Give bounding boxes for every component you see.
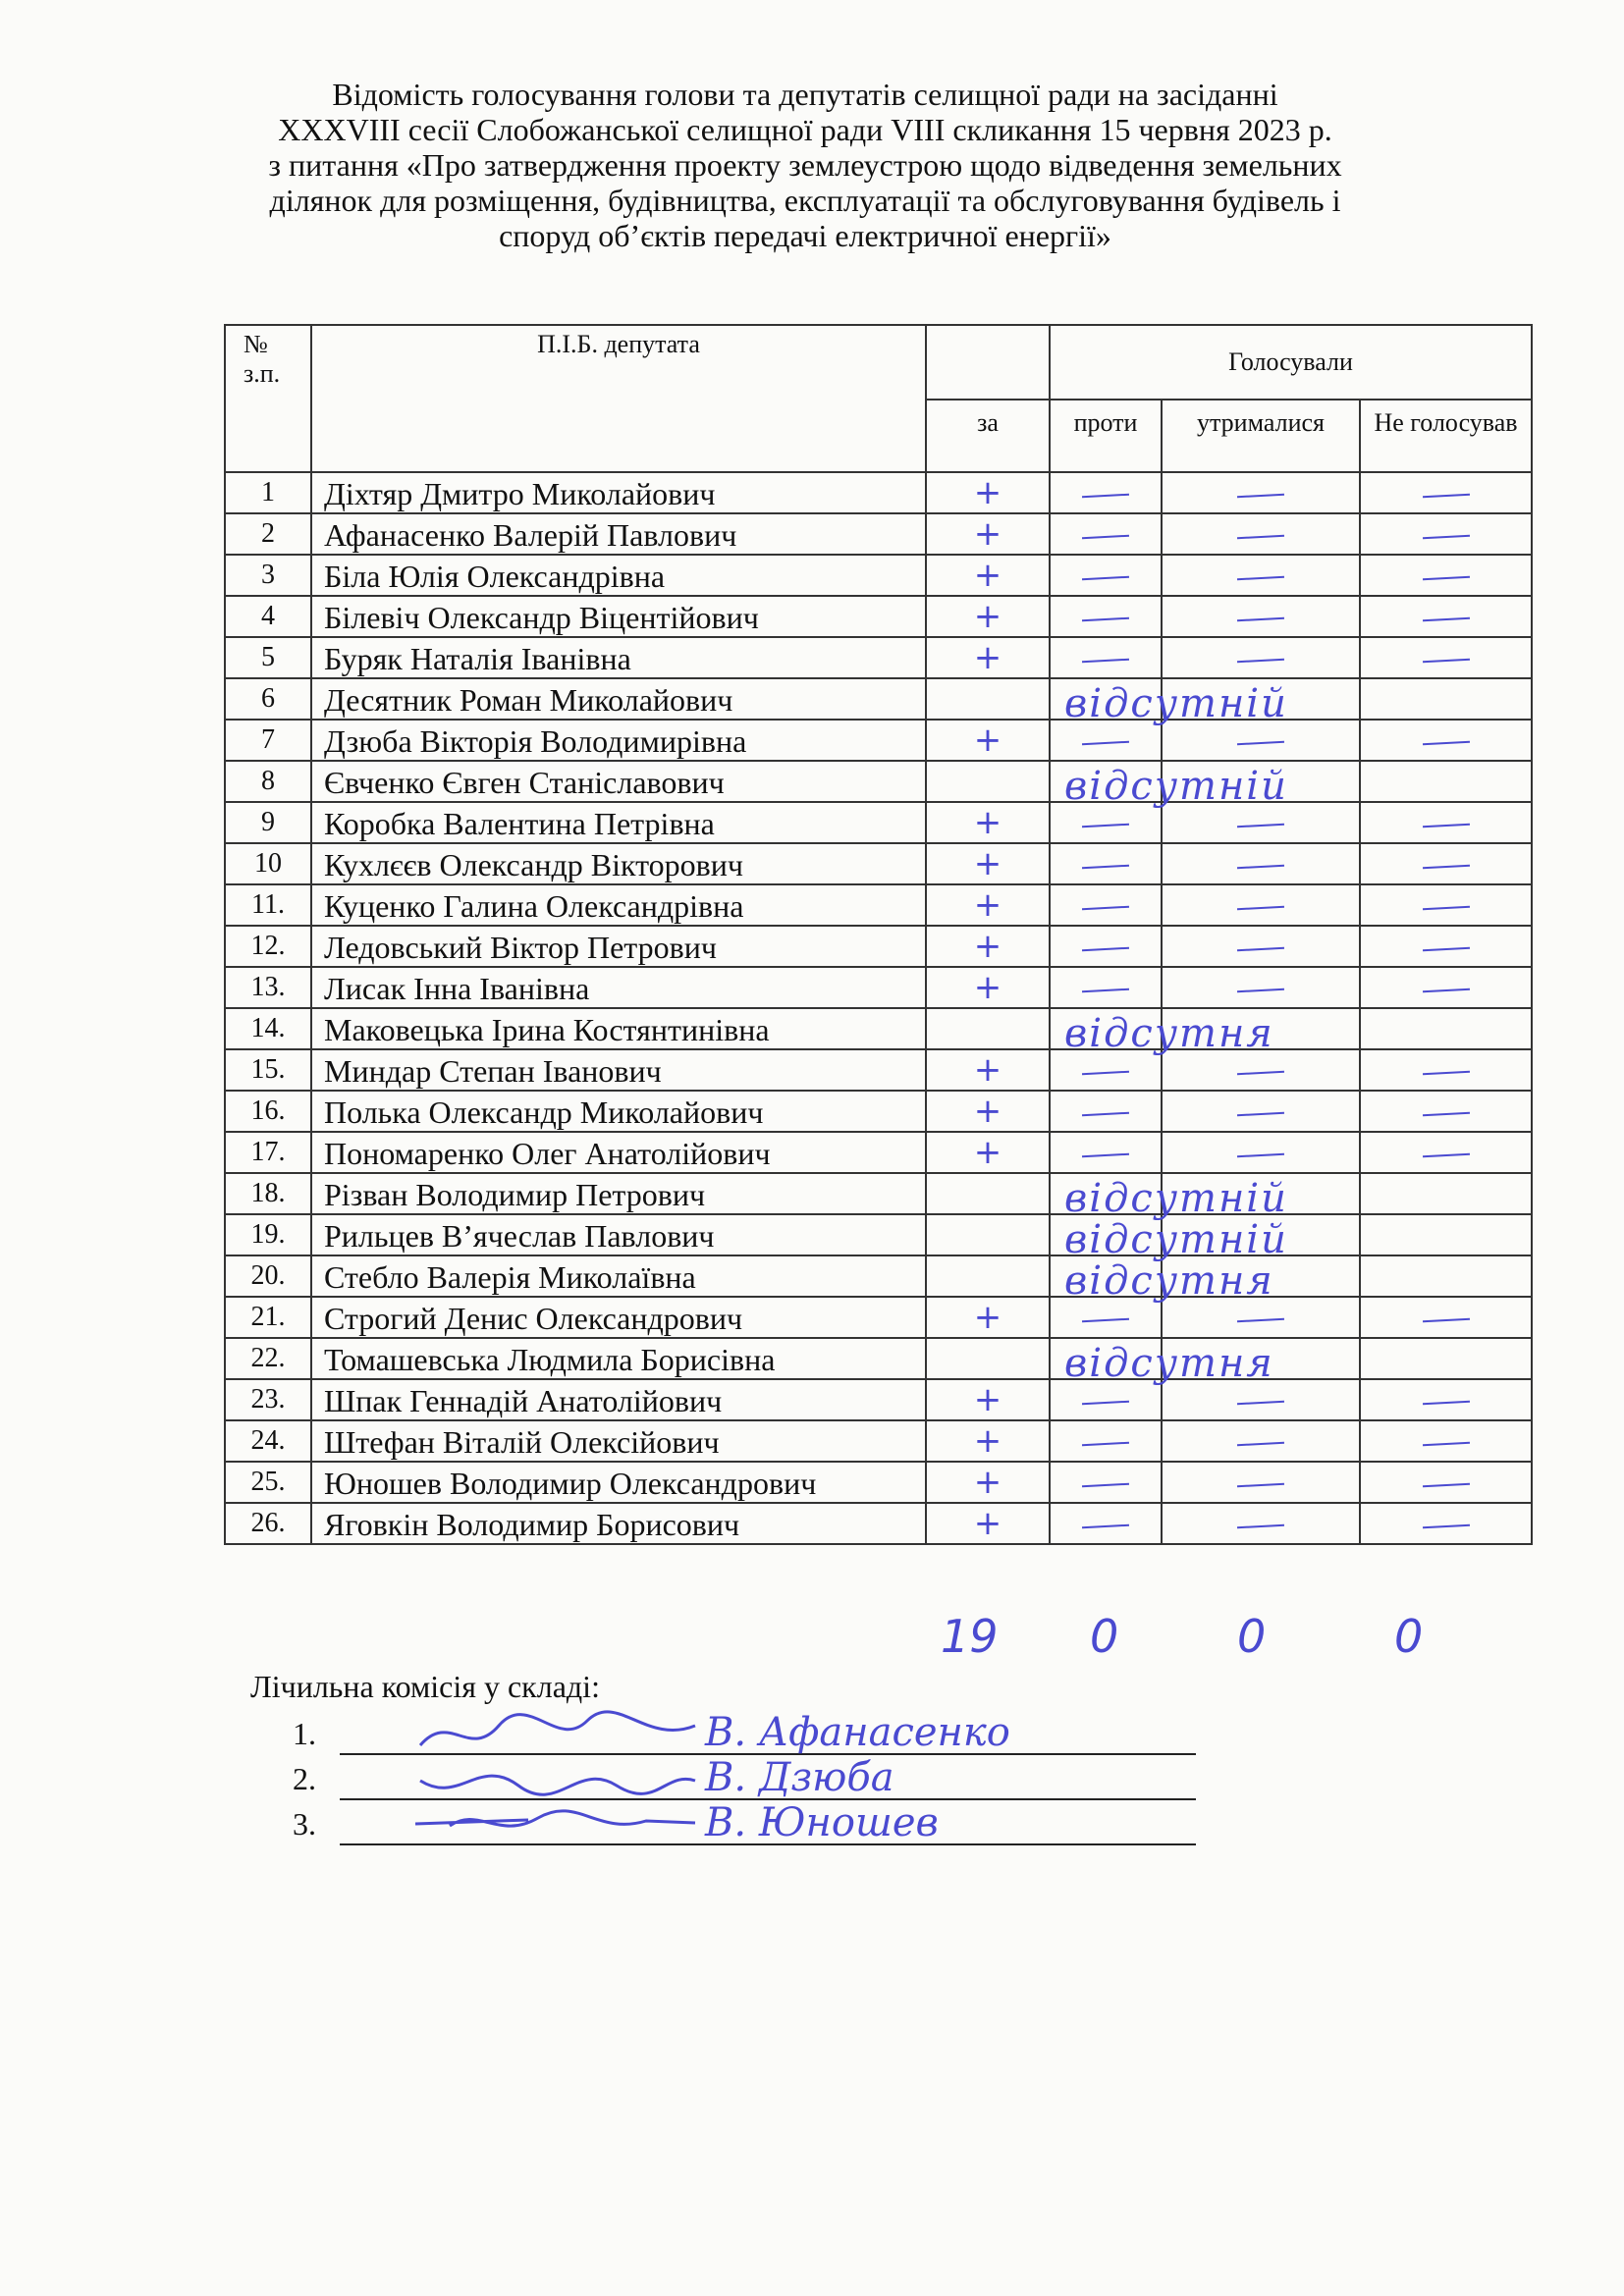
vote-for-cell	[926, 1379, 1050, 1420]
vote-abstain-cell	[1162, 1214, 1360, 1255]
vote-for-cell	[926, 884, 1050, 926]
vote-abstain-cell	[1162, 1091, 1360, 1132]
deputy-name: Юношев Володимир Олександрович	[311, 1462, 926, 1503]
title-line: ділянок для розміщення, будівництва, експлуатації та обслуговування будівель і	[269, 183, 1341, 218]
table-row	[225, 1091, 1532, 1132]
deputy-name: Коробка Валентина Петрівна	[311, 802, 926, 843]
vote-for-cell	[926, 637, 1050, 678]
absent-note: відсутня	[1064, 1258, 1274, 1304]
vote-abstain-cell	[1162, 802, 1360, 843]
vote-for-cell	[926, 1049, 1050, 1091]
absent-note: відсутній	[1064, 1217, 1288, 1262]
vote-against-cell	[1050, 1255, 1162, 1297]
dash-mark	[1422, 865, 1469, 870]
vote-against-cell	[1050, 1091, 1162, 1132]
dash-mark	[1237, 988, 1284, 993]
dash-mark	[1422, 1071, 1469, 1076]
dash-mark	[1237, 1524, 1284, 1529]
dash-mark	[1422, 906, 1469, 911]
vote-for-cell	[926, 720, 1050, 761]
dash-mark	[1237, 1442, 1284, 1447]
dash-mark	[1082, 576, 1129, 581]
vote-mark: +	[973, 1421, 1002, 1461]
member-number: 3.	[293, 1806, 316, 1842]
dash-mark	[1237, 1071, 1284, 1076]
vote-novote-cell	[1360, 1173, 1532, 1214]
row-number: 17.	[225, 1132, 311, 1173]
vote-novote-cell	[1360, 1420, 1532, 1462]
dash-mark	[1237, 947, 1284, 952]
vote-abstain-cell	[1162, 596, 1360, 637]
vote-against-cell	[1050, 1008, 1162, 1049]
dash-mark	[1237, 576, 1284, 581]
vote-mark: +	[973, 721, 1002, 760]
table-row	[225, 1420, 1532, 1462]
dash-mark	[1082, 988, 1129, 993]
vote-abstain-cell	[1162, 1255, 1360, 1297]
vote-abstain-cell	[1162, 637, 1360, 678]
dash-mark	[1422, 535, 1469, 540]
vote-against-cell	[1050, 1173, 1162, 1214]
vote-abstain-cell	[1162, 1379, 1360, 1420]
dash-mark	[1422, 617, 1469, 622]
deputy-name: Афанасенко Валерій Павлович	[311, 513, 926, 555]
deputy-name: Куценко Галина Олександрівна	[311, 884, 926, 926]
dash-mark	[1237, 535, 1284, 540]
deputy-name: Шпак Геннадій Анатолійович	[311, 1379, 926, 1420]
deputy-name: Різван Володимир Петрович	[311, 1173, 926, 1214]
row-number: 1	[225, 472, 311, 513]
vote-novote-cell	[1360, 1379, 1532, 1420]
vote-novote-cell	[1360, 926, 1532, 967]
vote-against-cell	[1050, 1049, 1162, 1091]
dash-mark	[1237, 1112, 1284, 1117]
vote-against-cell	[1050, 1214, 1162, 1255]
vote-mark: +	[973, 885, 1002, 925]
vote-novote-cell	[1360, 720, 1532, 761]
vote-abstain-cell	[1162, 1049, 1360, 1091]
vote-for-cell	[926, 1420, 1050, 1462]
vote-against-cell	[1050, 884, 1162, 926]
vote-abstain-cell	[1162, 555, 1360, 596]
vote-novote-cell	[1360, 802, 1532, 843]
vote-for-cell	[926, 1297, 1050, 1338]
deputy-name: Штефан Віталій Олексійович	[311, 1420, 926, 1462]
row-number: 20.	[225, 1255, 311, 1297]
vote-against-cell	[1050, 720, 1162, 761]
dash-mark	[1237, 1483, 1284, 1488]
table-row	[225, 678, 1532, 720]
dash-mark	[1422, 1153, 1469, 1158]
vote-novote-cell	[1360, 1049, 1532, 1091]
table-row	[225, 1297, 1532, 1338]
vote-novote-cell	[1360, 1214, 1532, 1255]
vote-against-cell	[1050, 596, 1162, 637]
deputy-name: Євченко Євген Станіславович	[311, 761, 926, 802]
signature-scribble	[410, 1796, 705, 1855]
vote-mark: +	[973, 1504, 1002, 1543]
dash-mark	[1237, 1153, 1284, 1158]
dash-mark	[1422, 1524, 1469, 1529]
row-number: 22.	[225, 1338, 311, 1379]
row-number: 12.	[225, 926, 311, 967]
voting-table	[224, 324, 1533, 1545]
vote-abstain-cell	[1162, 926, 1360, 967]
table-row	[225, 1008, 1532, 1049]
dash-mark	[1082, 1153, 1129, 1158]
vote-mark: +	[973, 556, 1002, 595]
vote-for-cell	[926, 802, 1050, 843]
vote-against-cell	[1050, 1462, 1162, 1503]
vote-for-cell	[926, 555, 1050, 596]
vote-for-cell	[926, 926, 1050, 967]
row-number: 14.	[225, 1008, 311, 1049]
row-number: 25.	[225, 1462, 311, 1503]
total-abstain: 0	[1237, 1610, 1267, 1663]
vote-mark: +	[973, 514, 1002, 554]
dash-mark	[1082, 1112, 1129, 1117]
header-name: П.І.Б. депутата	[311, 325, 926, 472]
dash-mark	[1082, 865, 1129, 870]
table-row	[225, 1173, 1532, 1214]
dash-mark	[1422, 988, 1469, 993]
row-number: 5	[225, 637, 311, 678]
row-number: 6	[225, 678, 311, 720]
dash-mark	[1082, 1401, 1129, 1406]
row-number: 3	[225, 555, 311, 596]
title-line: Відомість голосування голови та депутатів селищної ради на засіданні	[332, 77, 1278, 112]
header-abstain: утрималися	[1162, 400, 1360, 472]
vote-for-cell	[926, 472, 1050, 513]
vote-novote-cell	[1360, 555, 1532, 596]
vote-mark: +	[973, 1092, 1002, 1131]
row-number: 15.	[225, 1049, 311, 1091]
table-row	[225, 1049, 1532, 1091]
row-number: 26.	[225, 1503, 311, 1544]
vote-against-cell	[1050, 1132, 1162, 1173]
row-number: 19.	[225, 1214, 311, 1255]
table-row	[225, 513, 1532, 555]
header-against: проти	[1050, 400, 1162, 472]
deputy-name: Ледовський Віктор Петрович	[311, 926, 926, 967]
deputy-name: Діхтяр Дмитро Миколайович	[311, 472, 926, 513]
vote-mark: +	[973, 1463, 1002, 1502]
vote-mark: +	[973, 1298, 1002, 1337]
title-line: XXXVIII сесії Слобожанської селищної ради VIII скликання 15 червня 2023 р.	[278, 112, 1332, 147]
vote-abstain-cell	[1162, 1462, 1360, 1503]
dash-mark	[1422, 576, 1469, 581]
total-against: 0	[1090, 1610, 1119, 1663]
vote-for-cell	[926, 843, 1050, 884]
vote-novote-cell	[1360, 596, 1532, 637]
header-voted: Голосували	[1050, 325, 1532, 400]
table-row	[225, 1379, 1532, 1420]
vote-for-cell	[926, 596, 1050, 637]
deputy-name: Яговкін Володимир Борисович	[311, 1503, 926, 1544]
absent-note: відсутній	[1064, 681, 1288, 726]
table-row	[225, 1255, 1532, 1297]
vote-novote-cell	[1360, 1132, 1532, 1173]
vote-for-cell	[926, 1338, 1274, 1386]
vote-abstain-cell	[1162, 1297, 1360, 1338]
vote-abstain-cell	[1162, 1132, 1360, 1173]
dash-mark	[1082, 1442, 1129, 1447]
commission-member	[293, 1800, 1196, 1847]
vote-abstain-cell	[1162, 1420, 1360, 1462]
vote-against-cell	[1050, 802, 1162, 843]
table-row	[225, 843, 1532, 884]
vote-for-cell	[926, 761, 1288, 809]
table-row	[225, 1338, 1532, 1379]
vote-against-cell	[1050, 1338, 1162, 1379]
dash-mark	[1237, 1318, 1284, 1323]
dash-mark	[1237, 494, 1284, 499]
vote-for-cell	[926, 1132, 1050, 1173]
table-row	[225, 802, 1532, 843]
dash-mark	[1082, 824, 1129, 828]
table-row	[225, 555, 1532, 596]
dash-mark	[1237, 1401, 1284, 1406]
vote-abstain-cell	[1162, 513, 1360, 555]
table-row	[225, 967, 1532, 1008]
vote-against-cell	[1050, 472, 1162, 513]
vote-novote-cell	[1360, 967, 1532, 1008]
absent-note: відсутній	[1064, 764, 1288, 809]
vote-novote-cell	[1360, 637, 1532, 678]
vote-novote-cell	[1360, 1462, 1532, 1503]
vote-against-cell	[1050, 1379, 1162, 1420]
vote-against-cell	[1050, 555, 1162, 596]
dash-mark	[1082, 1318, 1129, 1323]
vote-against-cell	[1050, 926, 1162, 967]
deputy-name: Лисак Інна Іванівна	[311, 967, 926, 1008]
total-novote: 0	[1394, 1610, 1424, 1663]
vote-mark: +	[973, 597, 1002, 636]
vote-for-cell	[926, 1173, 1288, 1221]
vote-against-cell	[1050, 513, 1162, 555]
dash-mark	[1082, 535, 1129, 540]
dash-mark	[1237, 865, 1284, 870]
row-number: 21.	[225, 1297, 311, 1338]
vote-abstain-cell	[1162, 1008, 1360, 1049]
row-number: 18.	[225, 1173, 311, 1214]
row-number: 24.	[225, 1420, 311, 1462]
deputy-name: Стебло Валерія Миколаївна	[311, 1255, 926, 1297]
header-empty	[926, 325, 1050, 400]
dash-mark	[1422, 1112, 1469, 1117]
vote-against-cell	[1050, 761, 1162, 802]
deputy-name: Полька Олександр Миколайович	[311, 1091, 926, 1132]
row-number: 2	[225, 513, 311, 555]
row-number: 8	[225, 761, 311, 802]
vote-mark: +	[973, 927, 1002, 966]
deputy-name: Біла Юлія Олександрівна	[311, 555, 926, 596]
dash-mark	[1237, 906, 1284, 911]
vote-against-cell	[1050, 843, 1162, 884]
vote-novote-cell	[1360, 1338, 1532, 1379]
absent-note: відсутній	[1064, 1176, 1288, 1221]
deputy-name: Маковецька Ірина Костянтинівна	[311, 1008, 926, 1049]
vote-novote-cell	[1360, 1091, 1532, 1132]
vote-novote-cell	[1360, 472, 1532, 513]
dash-mark	[1082, 1071, 1129, 1076]
row-number: 16.	[225, 1091, 311, 1132]
vote-novote-cell	[1360, 1297, 1532, 1338]
dash-mark	[1082, 1524, 1129, 1529]
deputy-name: Буряк Наталія Іванівна	[311, 637, 926, 678]
table-row	[225, 1132, 1532, 1173]
header-for: за	[926, 400, 1050, 472]
vote-novote-cell	[1360, 513, 1532, 555]
vote-abstain-cell	[1162, 884, 1360, 926]
dash-mark	[1082, 659, 1129, 664]
vote-abstain-cell	[1162, 1338, 1360, 1379]
row-number: 13.	[225, 967, 311, 1008]
member-number: 2.	[293, 1761, 316, 1796]
header-novote: Не голосував	[1360, 400, 1532, 472]
vote-novote-cell	[1360, 884, 1532, 926]
dash-mark	[1422, 1483, 1469, 1488]
vote-mark: +	[973, 1133, 1002, 1172]
dash-mark	[1422, 824, 1469, 828]
dash-mark	[1422, 741, 1469, 746]
dash-mark	[1422, 947, 1469, 952]
vote-novote-cell	[1360, 761, 1532, 802]
vote-abstain-cell	[1162, 1503, 1360, 1544]
vote-abstain-cell	[1162, 761, 1360, 802]
vote-for-cell	[926, 967, 1050, 1008]
table-row	[225, 720, 1532, 761]
deputy-name: Рильцев В’ячеслав Павлович	[311, 1214, 926, 1255]
total-for: 19	[941, 1610, 999, 1663]
table-row	[225, 1503, 1532, 1544]
dash-mark	[1422, 1442, 1469, 1447]
dash-mark	[1422, 659, 1469, 664]
deputy-name: Пономаренко Олег Анатолійович	[311, 1132, 926, 1173]
dash-mark	[1422, 1318, 1469, 1323]
dash-mark	[1422, 1401, 1469, 1406]
dash-mark	[1082, 947, 1129, 952]
table-row	[225, 472, 1532, 513]
dash-mark	[1422, 494, 1469, 499]
deputy-name: Десятник Роман Миколайович	[311, 678, 926, 720]
deputy-name: Томашевська Людмила Борисівна	[311, 1338, 926, 1379]
vote-against-cell	[1050, 1503, 1162, 1544]
title-line: з питання «Про затвердження проекту землеустрою щодо відведення земельних	[268, 147, 1342, 183]
table-row	[225, 761, 1532, 802]
absent-note: відсутня	[1064, 1341, 1274, 1386]
member-name: В. Юношев	[705, 1800, 939, 1845]
vote-mark: +	[973, 1380, 1002, 1419]
vote-abstain-cell	[1162, 720, 1360, 761]
vote-novote-cell	[1360, 1008, 1532, 1049]
table-row	[225, 637, 1532, 678]
dash-mark	[1237, 617, 1284, 622]
vote-mark: +	[973, 803, 1002, 842]
deputy-name: Кухлєєв Олександр Вікторович	[311, 843, 926, 884]
vote-abstain-cell	[1162, 1173, 1360, 1214]
vote-for-cell	[926, 1008, 1274, 1056]
dash-mark	[1082, 906, 1129, 911]
table-row	[225, 1214, 1532, 1255]
row-number: 10	[225, 843, 311, 884]
vote-abstain-cell	[1162, 678, 1360, 720]
vote-for-cell	[926, 1091, 1050, 1132]
row-number: 11.	[225, 884, 311, 926]
vote-against-cell	[1050, 637, 1162, 678]
deputy-name: Миндар Степан Іванович	[311, 1049, 926, 1091]
vote-mark: +	[973, 473, 1002, 512]
vote-abstain-cell	[1162, 472, 1360, 513]
vote-mark: +	[973, 638, 1002, 677]
document-title	[196, 77, 1414, 253]
vote-novote-cell	[1360, 1503, 1532, 1544]
dash-mark	[1082, 741, 1129, 746]
dash-mark	[1237, 824, 1284, 828]
vote-against-cell	[1050, 678, 1162, 720]
vote-for-cell	[926, 1503, 1050, 1544]
vote-against-cell	[1050, 967, 1162, 1008]
dash-mark	[1082, 494, 1129, 499]
dash-mark	[1237, 741, 1284, 746]
title-line: споруд об’єктів передачі електричної енергії»	[499, 218, 1111, 253]
vote-mark: +	[973, 968, 1002, 1007]
commission-label: Лічильна комісія у складі:	[250, 1669, 600, 1704]
absent-note: відсутня	[1064, 1011, 1274, 1056]
vote-for-cell	[926, 1462, 1050, 1503]
member-number: 1.	[293, 1716, 316, 1751]
deputy-name: Білевіч Олександр Віцентійович	[311, 596, 926, 637]
table-row	[225, 596, 1532, 637]
row-number: 9	[225, 802, 311, 843]
vote-mark: +	[973, 844, 1002, 883]
member-name: В. Афанасенко	[705, 1710, 1010, 1755]
dash-mark	[1082, 1483, 1129, 1488]
table-row	[225, 1462, 1532, 1503]
vote-mark: +	[973, 1050, 1002, 1090]
table-row	[225, 926, 1532, 967]
row-number: 4	[225, 596, 311, 637]
row-number: 7	[225, 720, 311, 761]
header-number: № з.п.	[225, 325, 311, 472]
deputy-name: Строгий Денис Олександрович	[311, 1297, 926, 1338]
vote-novote-cell	[1360, 1255, 1532, 1297]
dash-mark	[1237, 659, 1284, 664]
vote-against-cell	[1050, 1297, 1162, 1338]
dash-mark	[1082, 617, 1129, 622]
vote-against-cell	[1050, 1420, 1162, 1462]
member-name: В. Дзюба	[705, 1755, 894, 1800]
vote-abstain-cell	[1162, 843, 1360, 884]
vote-for-cell	[926, 1255, 1274, 1304]
vote-for-cell	[926, 1214, 1288, 1262]
deputy-name: Дзюба Вікторія Володимирівна	[311, 720, 926, 761]
table-row	[225, 884, 1532, 926]
vote-novote-cell	[1360, 678, 1532, 720]
vote-for-cell	[926, 678, 1288, 726]
vote-novote-cell	[1360, 843, 1532, 884]
vote-for-cell	[926, 513, 1050, 555]
row-number: 23.	[225, 1379, 311, 1420]
vote-abstain-cell	[1162, 967, 1360, 1008]
